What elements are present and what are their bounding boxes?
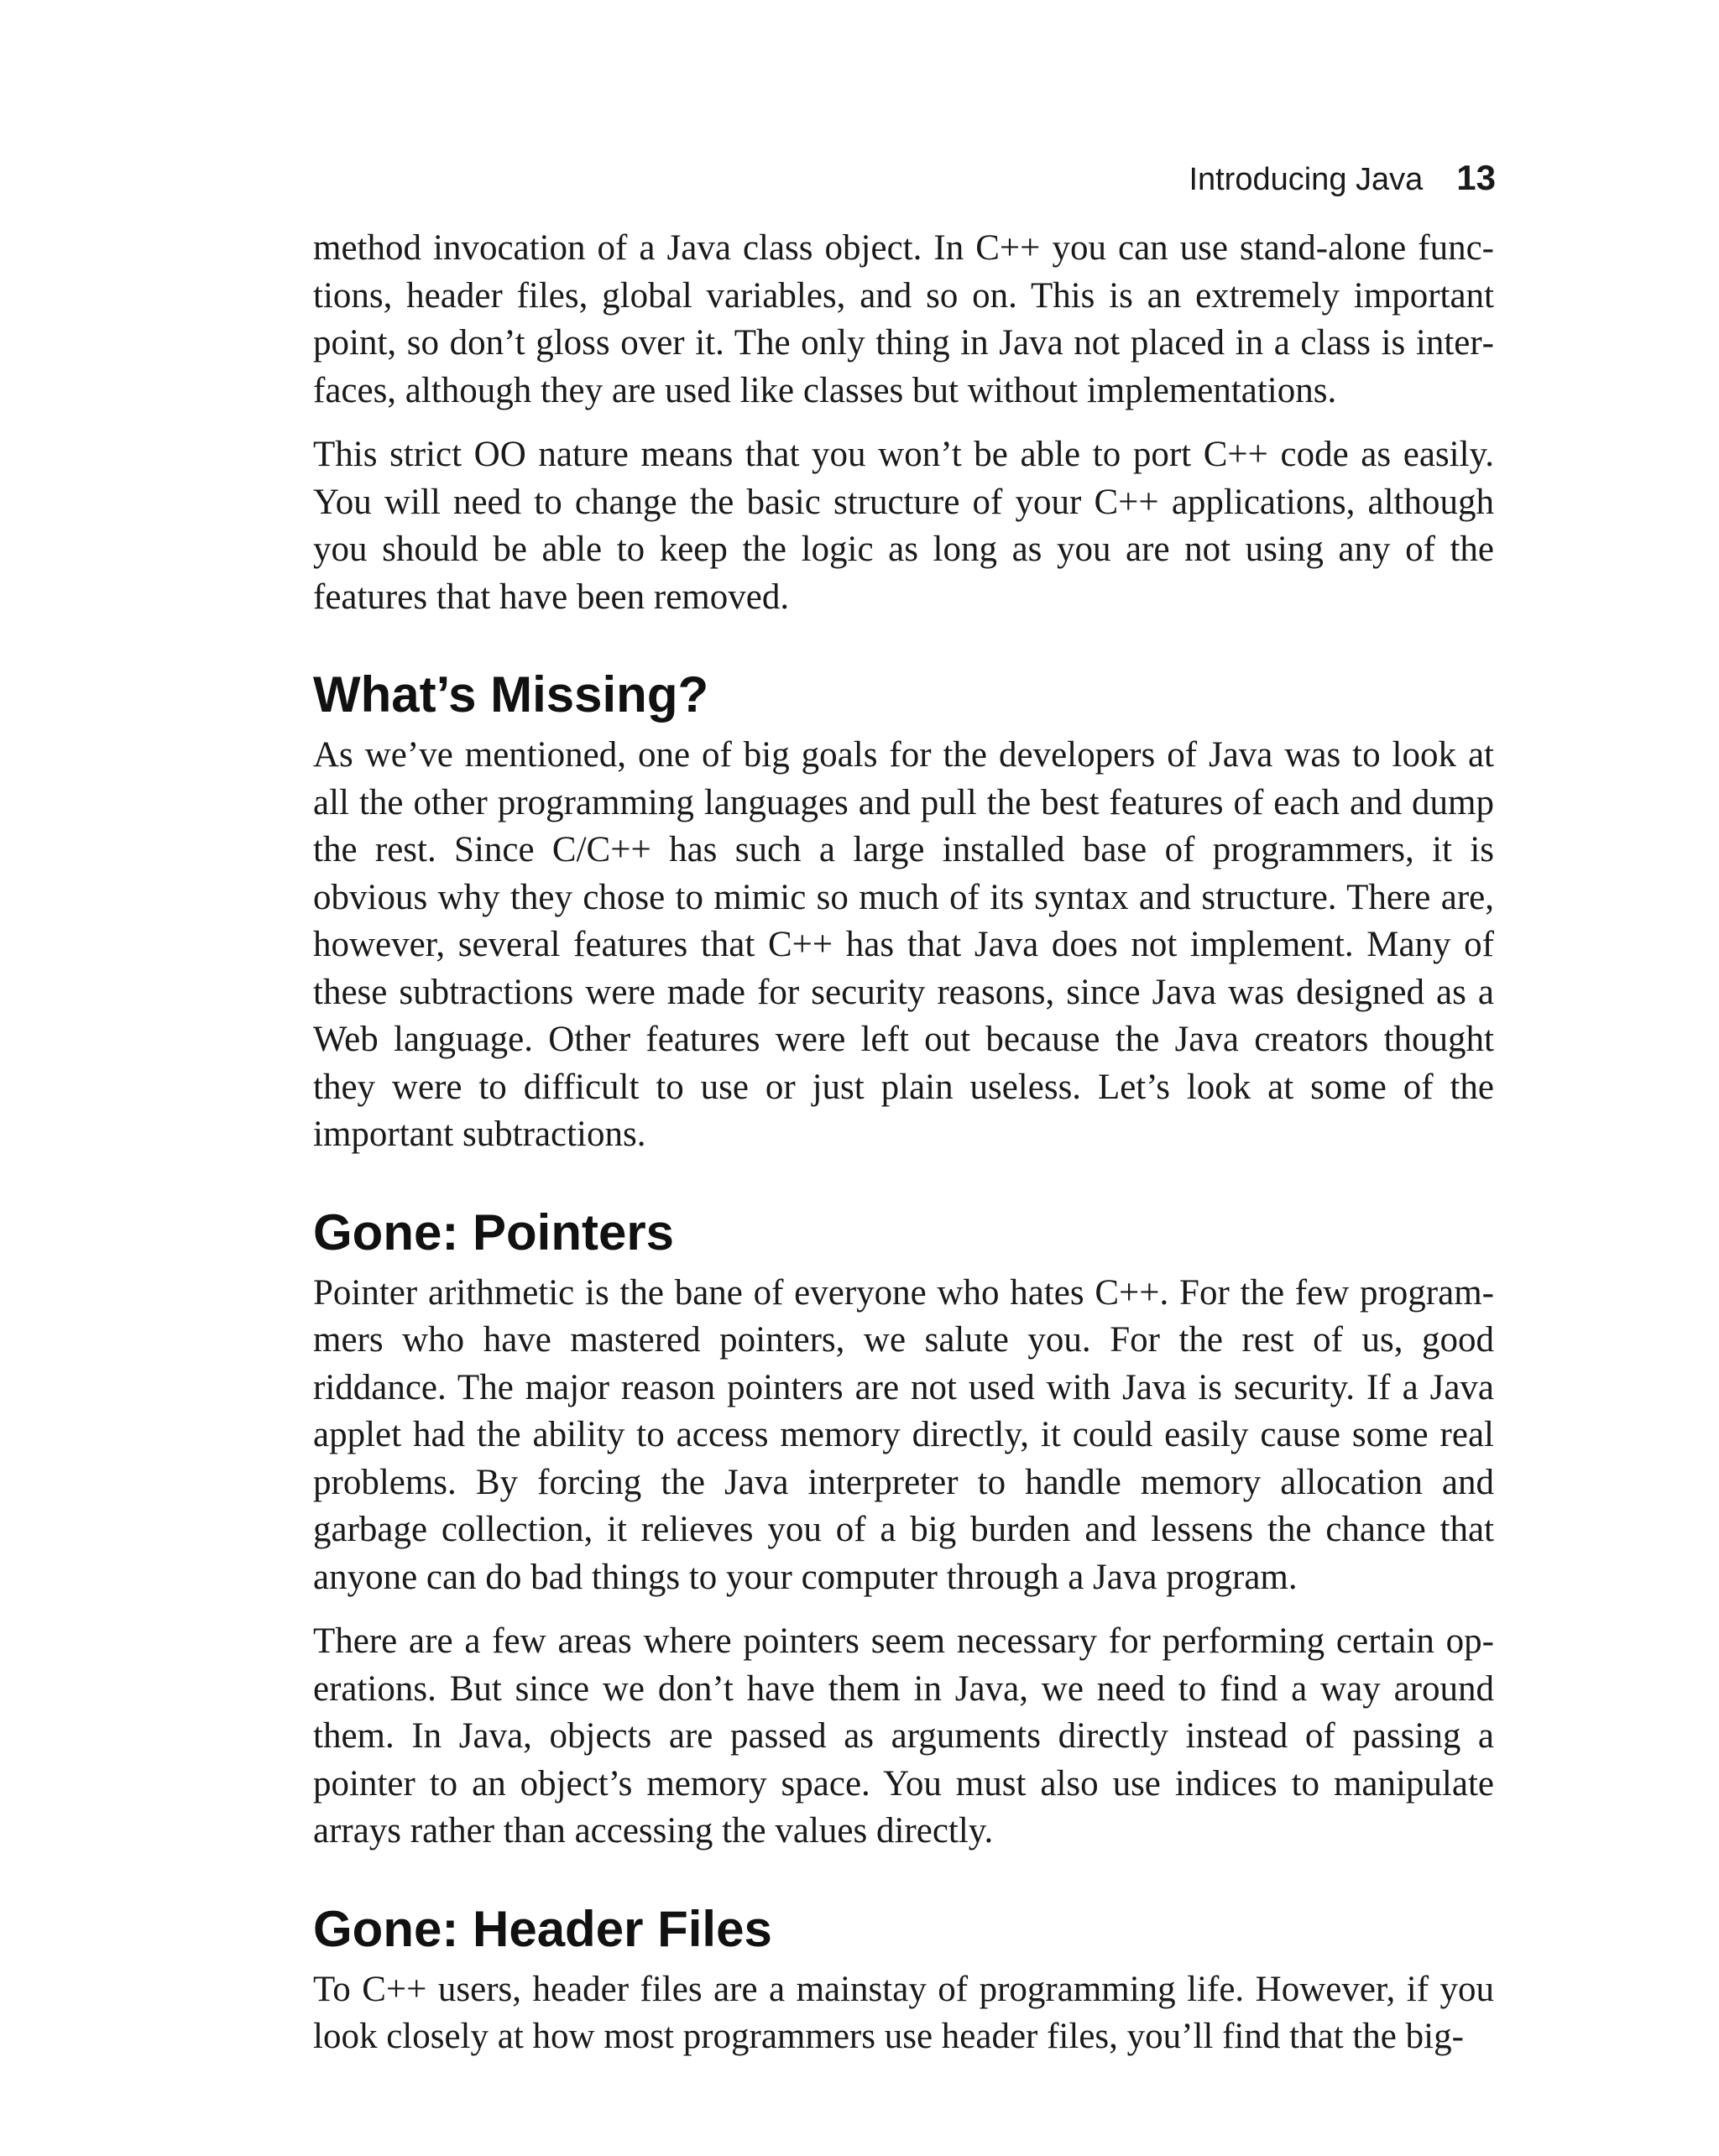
paragraph-oo-classes: method invocation of a Java class object. In C++ you can use stand-alone functions, header files, global variables, and so on. This is an extremely important point, so don’t gloss over it. The only thing in Java not placed in a class is interfaces, although they are used like classes but without implementations. xyxy=(313,228,1494,410)
heading-whats-missing: What’s Missing? xyxy=(313,666,709,723)
paragraph-pointer-arithmetic: Pointer arithmetic is the bane of everyone who hates C++. For the few programmers who have mastered pointers, we salute you. For the rest of us, good riddance. The major reason pointers are not used with Java is security. If a Java applet had the ability to access memory directly, it could easily cause some real problems. By forcing the Java interpreter to handle memory allocation and garbage collection, it relieves you of a big burden and lessens the chance that anyone can do bad things to your computer through a Java program. xyxy=(313,1272,1494,1597)
running-header xyxy=(0,153,1496,205)
paragraph-header-files: To C++ users, header files are a mainstay of programming life. However, if you look closely at how most programmers use header files, you’ll find that the big- xyxy=(313,1969,1494,2056)
page-number: 13 xyxy=(1456,158,1496,197)
paragraph-pointer-alternatives: There are a few areas where pointers seem necessary for performing certain operations. But since we don’t have them in Java, we need to find a way around them. In Java, objects are passed as arguments directly instead of passing a pointer to an object’s memory space. You must also use indices to manipulate arrays rather than accessing the values directly. xyxy=(313,1621,1494,1851)
running-title: Introducing Java xyxy=(1189,162,1424,197)
paragraph-porting: This strict OO nature means that you won’t be able to port C++ code as easily. You will need to change the basic structure of your C++ applications, although you should be able to keep the logic as long as you are not using any of the features that have been removed. xyxy=(313,435,1494,617)
paragraph-missing-features: As we’ve mentioned, one of big goals for the developers of Java was to look at all the other programming languages and pull the best features of each and dump the rest. Since C/C++ has such a large installed base of programmers, it is obvious why they chose to mimic so much of its syntax and structure. There are, however, several features that C++ has that Java does not implement. Many of these subtractions were made for security reasons, since Java was designed as a Web language. Other features were left out because the Java creators thought they were to difficult to use or just plain useless. Let’s look at some of the important subtractions. xyxy=(313,735,1494,1154)
heading-gone-header-files: Gone: Header Files xyxy=(313,1900,772,1957)
page-body xyxy=(313,225,1494,2061)
heading-gone-pointers: Gone: Pointers xyxy=(313,1203,675,1261)
